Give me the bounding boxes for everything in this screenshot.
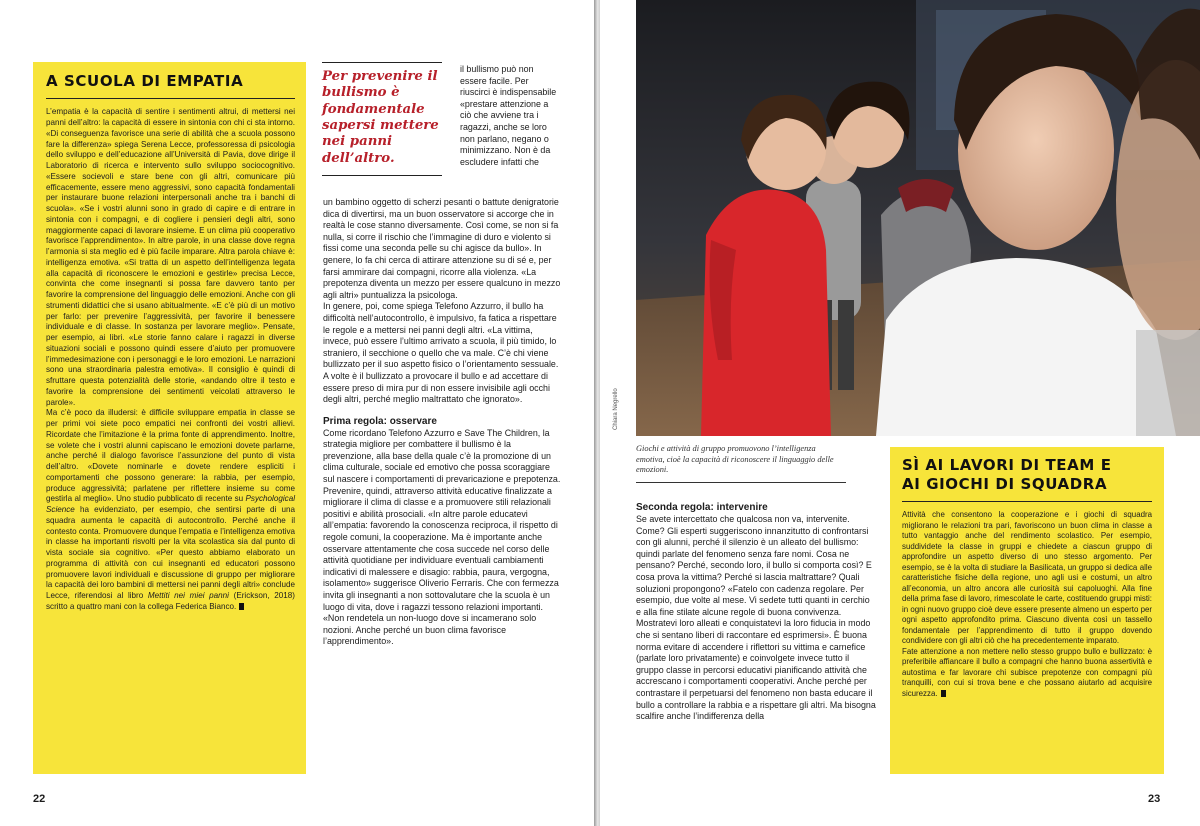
photo-caption-block (636, 444, 846, 483)
empathy-box-title: A SCUOLA DI EMPATIA (46, 72, 244, 90)
main-text: un bambino oggetto di scherzi pesanti o battute denigratorie dica di divertirsi, ma un buon osservatore si accorge che in realtà le cose stanno diversamente. Così come, se non si fa nulla, si corre il rischio che l’immagine di duro e violento si fissi come una seconda pelle su chi agisce da bullo». In genere, lo fa chi cerca di attirare attenzione su di sé e, per farsi ammirare dai compagni, ricorre alla violenza. «La prepotenza diventa un mezzo per essere qualcuno in mezzo agli altri» puntualizza la psicologa. (323, 197, 561, 300)
empathy-paragraph-1: L’empatia è la capacità di sentire i sentimenti altrui, di mettersi nei panni dell’altro: la capacità di essere in sintonia con chi ci sta intorno. «Di conseguenza favorisce una serie di abilità che a scuola possono fare la differenza» spiega Serena Lecce, professoressa di psicologia dello sviluppo e dell’educazione all’Università di Pavia, dove dirige il Laboratorio di ricerca e intervento sullo sviluppo sociocognitivo. «Essere socievoli e stare bene con gli altri, comunicare più efficacemente, essere meno aggressivi, sono capacità fondamentali per instaurare buone relazioni interpersonali anche tra i banchi di scuola». «Se i vostri alunni sono in grado di capire e di entrare in sintonia con i compagni, e di cogliere i pensieri degli altri, sono maggiormente capaci di lavorare insieme. E un clima più cooperativo favorisce l’apprendimento». In altre parole, in una classe dove regna l’armonia si sta meglio ed è più facile imparare. Altra parola chiave è: intelligenza emotiva. «Si tratta di un aspetto dell’intelligenza legata alla capacità di riconoscere le emozioni e gestirle» precisa Lecce, convinta che come insegnanti si possa fare davvero tanto per favorire la comprensione del linguaggio delle emozioni. Anche con gli strumenti didattici che si usano abitualmente. «E c’è più di un motivo per farlo: per prevenire l’aggressività, per favorire il benessere individuale e di classe. In sostanza per lavorare meglio». Pensate, per esempio, ai libri. «Le storie fanno calare i ragazzi in diverse situazioni sociali e possono quindi essere d’aiuto per promuovere l’immedesimazione con i personaggi e le loro emozioni. Le narrazioni sono una straordinaria palestra emotiva». Il consiglio è quindi di sfruttare questa potenzialità delle storie, «andando oltre il testo e favorire la comprensione dei sentimenti veicolati attraverso le parole». (46, 107, 295, 407)
end-mark-icon (941, 690, 946, 697)
team-paragraph-1: Attività che consentono la cooperazione e i giochi di squadra migliorano le relazioni tra pari, favoriscono un buon clima in classe a tutto vantaggio anche del rendimento scolastico. Per esempio, suddividete la classe in gruppi e chiedete a ciascun gruppo di approfondire un aspetto diverso di uno stesso argomento. Per esempio, se è la volta di studiare la Basilicata, un gruppo si dedica alle caratteristiche fisiche della regione, uno agli usi e costumi, un altro all’economia, un altro ancora alle curiosità sui capoluoghi. Alla fine della prima fase di lavoro, rimescolate le carte, costituendo gruppi misti: in ogni nuovo gruppo cioè deve essere presente almeno un esperto per ogni aspetto approfondito prima. Ciascuno diventa così un tassello fondamentale per l’apprendimento di tutto il gruppo dovendo condividere con gli altri ciò che ha precedentemente imparato. (902, 510, 1152, 646)
section2-text: Se avete intercettato che qualcosa non va, intervenite. Come? Gli esperti suggeriscono innanzitutto di confrontarsi con gli alunni, perché il silenzio è un alleato del bullismo: quindi parlate del fenomeno senza fare nomi. Cosa ne pensano? Perché, secondo loro, il bullo si comporta così? E cosa prova la vittima? Perché si lascia maltrattare? Quali soluzioni propongono? «Fatelo con cadenza regolare. Per esempio, due volte al mese. Vi sedete tutti quanti in cerchio e alla fine stilate alcune regole di buona convivenza. Mostratevi loro alleati e conquistatevi la loro fiducia in modo che si sentano liberi di raccontare ed esprimersi». È buona norma evitare di accendere i riflettori su vittima e carnefice (parlate loro privatamente) e coinvolgete invece tutto il gruppo classe in percorsi educativi pianificando attività che accrescano i comportamenti cooperativi. Anche perché per contrastare il perpetuarsi del fenomeno non basta educare il bullo a controllare la rabbia e a rispettare gli altri. Ma bisogna scalfire anche l’indifferenza della (636, 514, 876, 722)
team-box (890, 447, 1164, 774)
main-text-2: In genere, poi, come spiega Telefono Azzurro, il bullo ha difficoltà nell’autocontrollo, è impulsivo, fa fatica a rispettare le regole e a mettersi nei panni degli altri. «La vittima, invece, può essere l’ultimo arrivato a scuola, il più timido, lo straniero, il secchione o quello che va male. C’è chi viene bullizzato per il suo aspetto fisico o l’orientamento sessuale. A volte è il bullizzato a provocare il bullo e ad accettare di essere preso di mira pur di non essere invisibile agli occhi degli altri, perché meglio maltrattato che ignorato». (323, 301, 559, 405)
pullquote-block (322, 62, 442, 176)
team-box-title-line1: SÌ AI LAVORI DI TEAM E (902, 456, 1112, 474)
end-mark-icon (239, 603, 244, 610)
narrow-text: il bullismo può non essere facile. Per riuscirci è indispensabile «prestare attenzione a ciò che avviene tra i ragazzi, anche se loro non parlano, negano o minimizzano. Non è da escludere infatti che (460, 64, 557, 167)
caption-rule (636, 482, 846, 483)
section2-column (636, 502, 876, 792)
photo-illustration (636, 0, 1200, 436)
empathy-box (33, 62, 306, 774)
team-box-title-line2: AI GIOCHI DI SQUADRA (902, 475, 1108, 493)
empathy-paragraph-2: Ma c’è poco da illudersi: è difficile sviluppare empatia in classe se per primi voi siete poco empatici nei confronti dei vostri allievi. Ricordate che l’imitazione è la prima fonte di apprendimento. Inoltre, se volete che i vostri alunni capiscano le emozioni dovete parlarne, anche perché il dialogo favorisce l’assunzione del punto di vista dell’altro. «Dovete nominarle e dovete rendere espliciti i comportamenti che possono generare: la rabbia, per esempio, produce aggressività; parlatene per riflettere insieme su come gestirla al meglio». Uno studio pubblicato di recente su Psychological Science ha evidenziato, per esempio, che sentirsi parte di una squadra aumenta le capacità di autocontrollo. Perché anche il contesto conta. Promuovere dunque l’empatia e l’intelligenza emotiva in classe ha importanti risvolti per la vita scolastica sia dal punto di vista sociale sia cognitivo. «Per questo abbiamo elaborato un programma di attività con cui insegnanti ed educatori possono promuovere lavori individuali e discussione di gruppo per migliorare la capacità dei loro bambini di mettersi nei panni degli altri» conclude Lecce, riferendosi al libro Mettiti nei miei panni (Erickson, 2018) scritto a quattro mani con la collega Federica Bianco. (46, 408, 295, 611)
team-paragraph-2: Fate attenzione a non mettere nello stesso gruppo bullo e bullizzato: è preferibile affiancare il bullo a compagni che hanno buona assertività e autostima e far lavorare chi subisce prepotenze con compagni più tranquilli, con cui si trova bene e che possano aiutarlo ad acquisire sicurezza. (902, 646, 1152, 698)
section1-text: Come ricordano Telefono Azzurro e Save The Children, la strategia migliore per combattere il bullismo è la prevenzione, alla base della quale c’è la promozione di un clima culturale, sociale ed emotivo che possa scoraggiare sul nascere i comportamenti di prevaricazione e prepotenza. Prevenire, quindi, attraverso attività educative finalizzate a migliorare il clima di classe e a promuovere stili relazionali positivi e abilità prosociali. «In altre parole educatevi all’empatia: favorendo la conoscenza reciproca, il rispetto di regole comuni, la cooperazione. Ma è importante anche osservare attentamente che cosa succede nel corso delle attività quotidiane per individuare eventuali cambiamenti indicativi di malessere e disagio: rabbia, paura, vergogna, isolamento» suggerisce Oliverio Ferraris. Che con fermezza invita gli insegnanti a non sottovalutare che la scuola è un luogo di vita, dove i ragazzi tessono relazioni importanti. «Non rendetela un non-luogo dove si incamerano solo nozioni. Anche perché un buon clima favorisce l’apprendimento». (323, 427, 561, 647)
right-page (600, 0, 1200, 826)
team-title-rule (902, 501, 1152, 502)
left-page (0, 0, 594, 826)
photo (636, 0, 1200, 436)
title-rule (46, 98, 295, 99)
pullquote: Per prevenire il bullismo è fondamentale sapersi mettere nei panni dell’altro. (322, 69, 439, 166)
page-number-right: 23 (1148, 793, 1161, 805)
photo-caption: Giochi e attività di gruppo promuovono l’intelligenza emotiva, cioè la capacità di riconoscere il linguaggio delle emozioni. (636, 444, 834, 475)
section1-title: Prima regola: osservare (323, 415, 437, 427)
narrow-column (460, 64, 560, 168)
page-number-left: 22 (33, 793, 46, 805)
section2-title: Seconda regola: intervenire (636, 502, 768, 513)
pullquote-rule-top (322, 62, 442, 63)
team-box-title (902, 456, 1152, 494)
photo-credit (603, 355, 633, 435)
pullquote-rule-bottom (322, 175, 442, 176)
main-column (323, 197, 563, 777)
photo-credit-text: Chiara Negrello (613, 388, 619, 430)
